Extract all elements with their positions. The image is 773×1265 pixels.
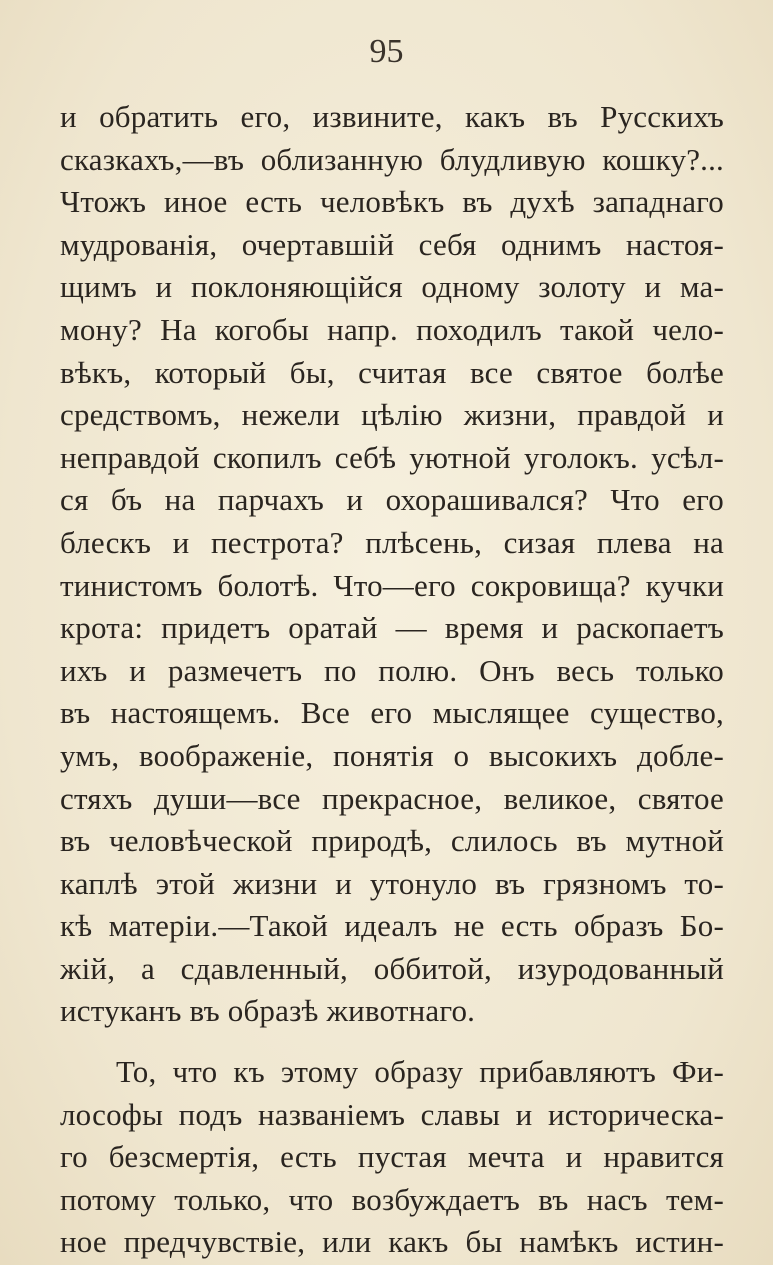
text-line: каплѣ этой жизни и утонуло въ грязномъ то- bbox=[60, 865, 724, 901]
text-line: лософы подъ названіемъ славы и историческа- bbox=[60, 1096, 724, 1132]
text-line: умъ, воображеніе, понятія о высокихъ добле- bbox=[60, 737, 724, 773]
text-line: потому только, что возбуждаетъ въ насъ тем- bbox=[60, 1181, 724, 1217]
page-number: 95 bbox=[369, 33, 404, 70]
paragraph-gap bbox=[60, 1033, 724, 1051]
text-line: То, что къ этому образу прибавляютъ Фи- bbox=[116, 1054, 724, 1090]
text-line: мону? На когобы напр. походилъ такой чело- bbox=[60, 311, 724, 347]
text-line: и обратить его, извините, какъ въ Русскихъ bbox=[60, 99, 724, 134]
text-line: Чтожъ иное есть человѣкъ въ духѣ западнаго bbox=[60, 184, 724, 220]
text-line: въ человѣческой природѣ, слилось въ мутной bbox=[60, 823, 724, 859]
body-text bbox=[60, 96, 724, 1264]
text-line: крота: придетъ оратай — время и раскопаетъ bbox=[60, 610, 724, 646]
text-line: неправдой скопилъ себѣ уютной уголокъ. усѣл- bbox=[60, 439, 724, 475]
text-line: ное предчувствіе, или какъ бы намѣкъ истин- bbox=[60, 1224, 724, 1260]
text-line: въ настоящемъ. Все его мыслящее существо, bbox=[60, 695, 724, 731]
text-line: жій, а сдавленный, оббитой, изуродованный bbox=[60, 950, 724, 986]
text-line: мудрованія, очертавшій себя однимъ настоя- bbox=[60, 226, 724, 262]
text-line: блескъ и пестрота? плѣсень, сизая плева на bbox=[60, 524, 724, 560]
text-line: сказкахъ,—въ облизанную блудливую кошку?... bbox=[60, 141, 724, 177]
text-line: ихъ и размечетъ по полю. Онъ весь только bbox=[60, 652, 724, 688]
text-line: вѣкъ, который бы, считая все святое болѣе bbox=[60, 354, 724, 390]
paragraph-1 bbox=[60, 96, 724, 1033]
text-line: щимъ и поклоняющійся одному золоту и ма- bbox=[60, 269, 724, 305]
text-line: ся бъ на парчахъ и охорашивался? Что его bbox=[60, 482, 724, 518]
text-line: стяхъ души—все прекрасное, великое, святое bbox=[60, 780, 724, 816]
text-line: истуканъ въ образѣ животнаго. bbox=[60, 993, 476, 1029]
text-line: го безсмертія, есть пустая мечта и нравится bbox=[60, 1139, 724, 1175]
text-line: тинистомъ болотѣ. Что—его сокровища? кучки bbox=[60, 567, 724, 603]
text-line: кѣ матеріи.—Такой идеалъ не есть образъ Бо- bbox=[60, 908, 724, 944]
paragraph-2 bbox=[60, 1051, 724, 1264]
text-line: средствомъ, нежели цѣлію жизни, правдой и bbox=[60, 397, 724, 433]
